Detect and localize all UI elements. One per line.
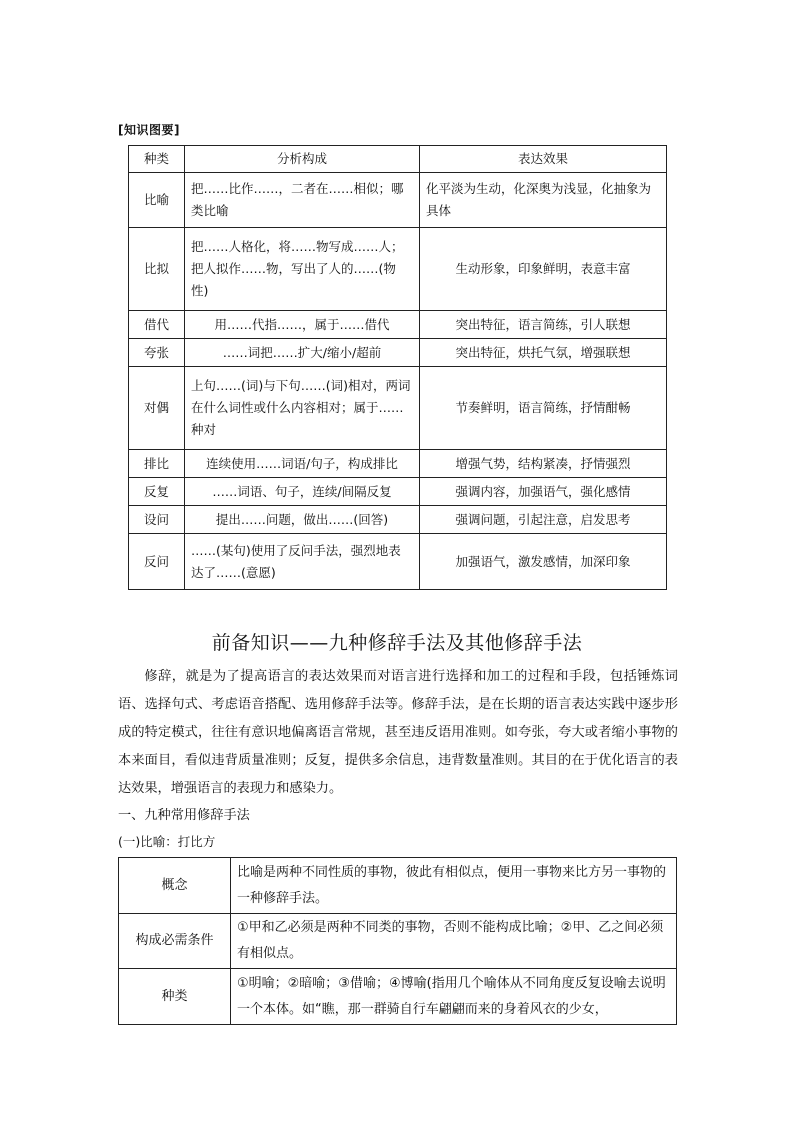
row-analysis: 上句……(词)与下句……(词)相对，两词在什么词性或什么内容相对；属于……种对 (185, 367, 420, 450)
row-kind: 比喻 (129, 173, 185, 228)
table-row (129, 478, 667, 506)
row-effect: 强调内容，加强语气，强化感情 (420, 478, 667, 506)
row-analysis: ……词语、句子，连续/间隔反复 (185, 478, 420, 506)
row-analysis: 用……代指……，属于……借代 (185, 311, 420, 339)
main-title: 前备知识——九种修辞手法及其他修辞手法 (211, 632, 583, 654)
row-effect: 节奏鲜明，语言简练，抒情酣畅 (420, 367, 667, 450)
row-effect: 化平淡为生动，化深奥为浅显，化抽象为具体 (420, 173, 667, 228)
row-kind: 反问 (129, 534, 185, 590)
rhetoric-summary-table (128, 145, 667, 590)
subheading-metaphor: (一)比喻：打比方 (118, 834, 216, 849)
table-row (129, 367, 667, 450)
table-row (129, 311, 667, 339)
table-row (129, 228, 667, 311)
row-label: 构成必需条件 (119, 914, 231, 969)
row-effect: 生动形象，印象鲜明，表意丰富 (420, 228, 667, 311)
table-row (119, 858, 677, 914)
row-content: ①明喻；②暗喻；③借喻；④博喻(指用几个喻体从不同角度反复设喻去说明一个本体。如“瞧，那一群骑自行车翩翩而来的身着风衣的少女， (231, 969, 677, 1025)
row-kind: 排比 (129, 450, 185, 478)
row-effect: 加强语气，激发感情，加深印象 (420, 534, 667, 590)
row-analysis: ……(某句)使用了反问手法，强烈地表达了……(意愿) (185, 534, 420, 590)
table-row (129, 173, 667, 228)
row-label: 概念 (119, 858, 231, 914)
table-row (129, 506, 667, 534)
intro-paragraph: 修辞，就是为了提高语言的表达效果而对语言进行选择和加工的过程和手段，包括锤炼词语、选择句式、考虑语音搭配、选用修辞手法等。修辞手法，是在长期的语言表达实践中逐步形成的特定模式，往往有意识地偏离语言常规，甚至违反语用准则。如夸张，夸大或者缩小事物的本来面目，看似违背质量准则；反复，提供多余信息，违背数量准则。其目的在于优化语言的表达效果，增强语言的表现力和感染力。 (118, 669, 678, 796)
row-analysis: 连续使用……词语/句子，构成排比 (185, 450, 420, 478)
row-content: 比喻是两种不同性质的事物，彼此有相似点，便用一事物来比方另一事物的一种修辞手法。 (231, 858, 677, 914)
table-row (119, 969, 677, 1025)
row-analysis: ……词把……扩大/缩小/超前 (185, 339, 420, 367)
row-analysis: 把……人格化，将……物写成……人；把人拟作……物，写出了人的……(物性) (185, 228, 420, 311)
knowledge-label: [知识图要] (118, 123, 180, 137)
table-row (129, 339, 667, 367)
header-kind: 种类 (129, 146, 185, 173)
metaphor-table (118, 857, 677, 1025)
row-analysis: 提出……问题，做出……(回答) (185, 506, 420, 534)
table-row (119, 914, 677, 969)
row-analysis: 把……比作……，二者在……相似；哪类比喻 (185, 173, 420, 228)
row-kind: 比拟 (129, 228, 185, 311)
row-kind: 夸张 (129, 339, 185, 367)
row-kind: 设问 (129, 506, 185, 534)
table-row (129, 534, 667, 590)
header-analysis: 分析构成 (185, 146, 420, 173)
row-kind: 对偶 (129, 367, 185, 450)
header-effect: 表达效果 (420, 146, 667, 173)
row-effect: 增强气势，结构紧凑，抒情强烈 (420, 450, 667, 478)
subheading-common-devices: 一、九种常用修辞手法 (118, 808, 250, 823)
table-header-row (129, 146, 667, 173)
row-kind: 反复 (129, 478, 185, 506)
row-effect: 突出特征，语言简练，引人联想 (420, 311, 667, 339)
row-effect: 强调问题，引起注意，启发思考 (420, 506, 667, 534)
table-row (129, 450, 667, 478)
row-label: 种类 (119, 969, 231, 1025)
row-kind: 借代 (129, 311, 185, 339)
row-content: ①甲和乙必须是两种不同类的事物，否则不能构成比喻；②甲、乙之间必须有相似点。 (231, 914, 677, 969)
row-effect: 突出特征，烘托气氛，增强联想 (420, 339, 667, 367)
